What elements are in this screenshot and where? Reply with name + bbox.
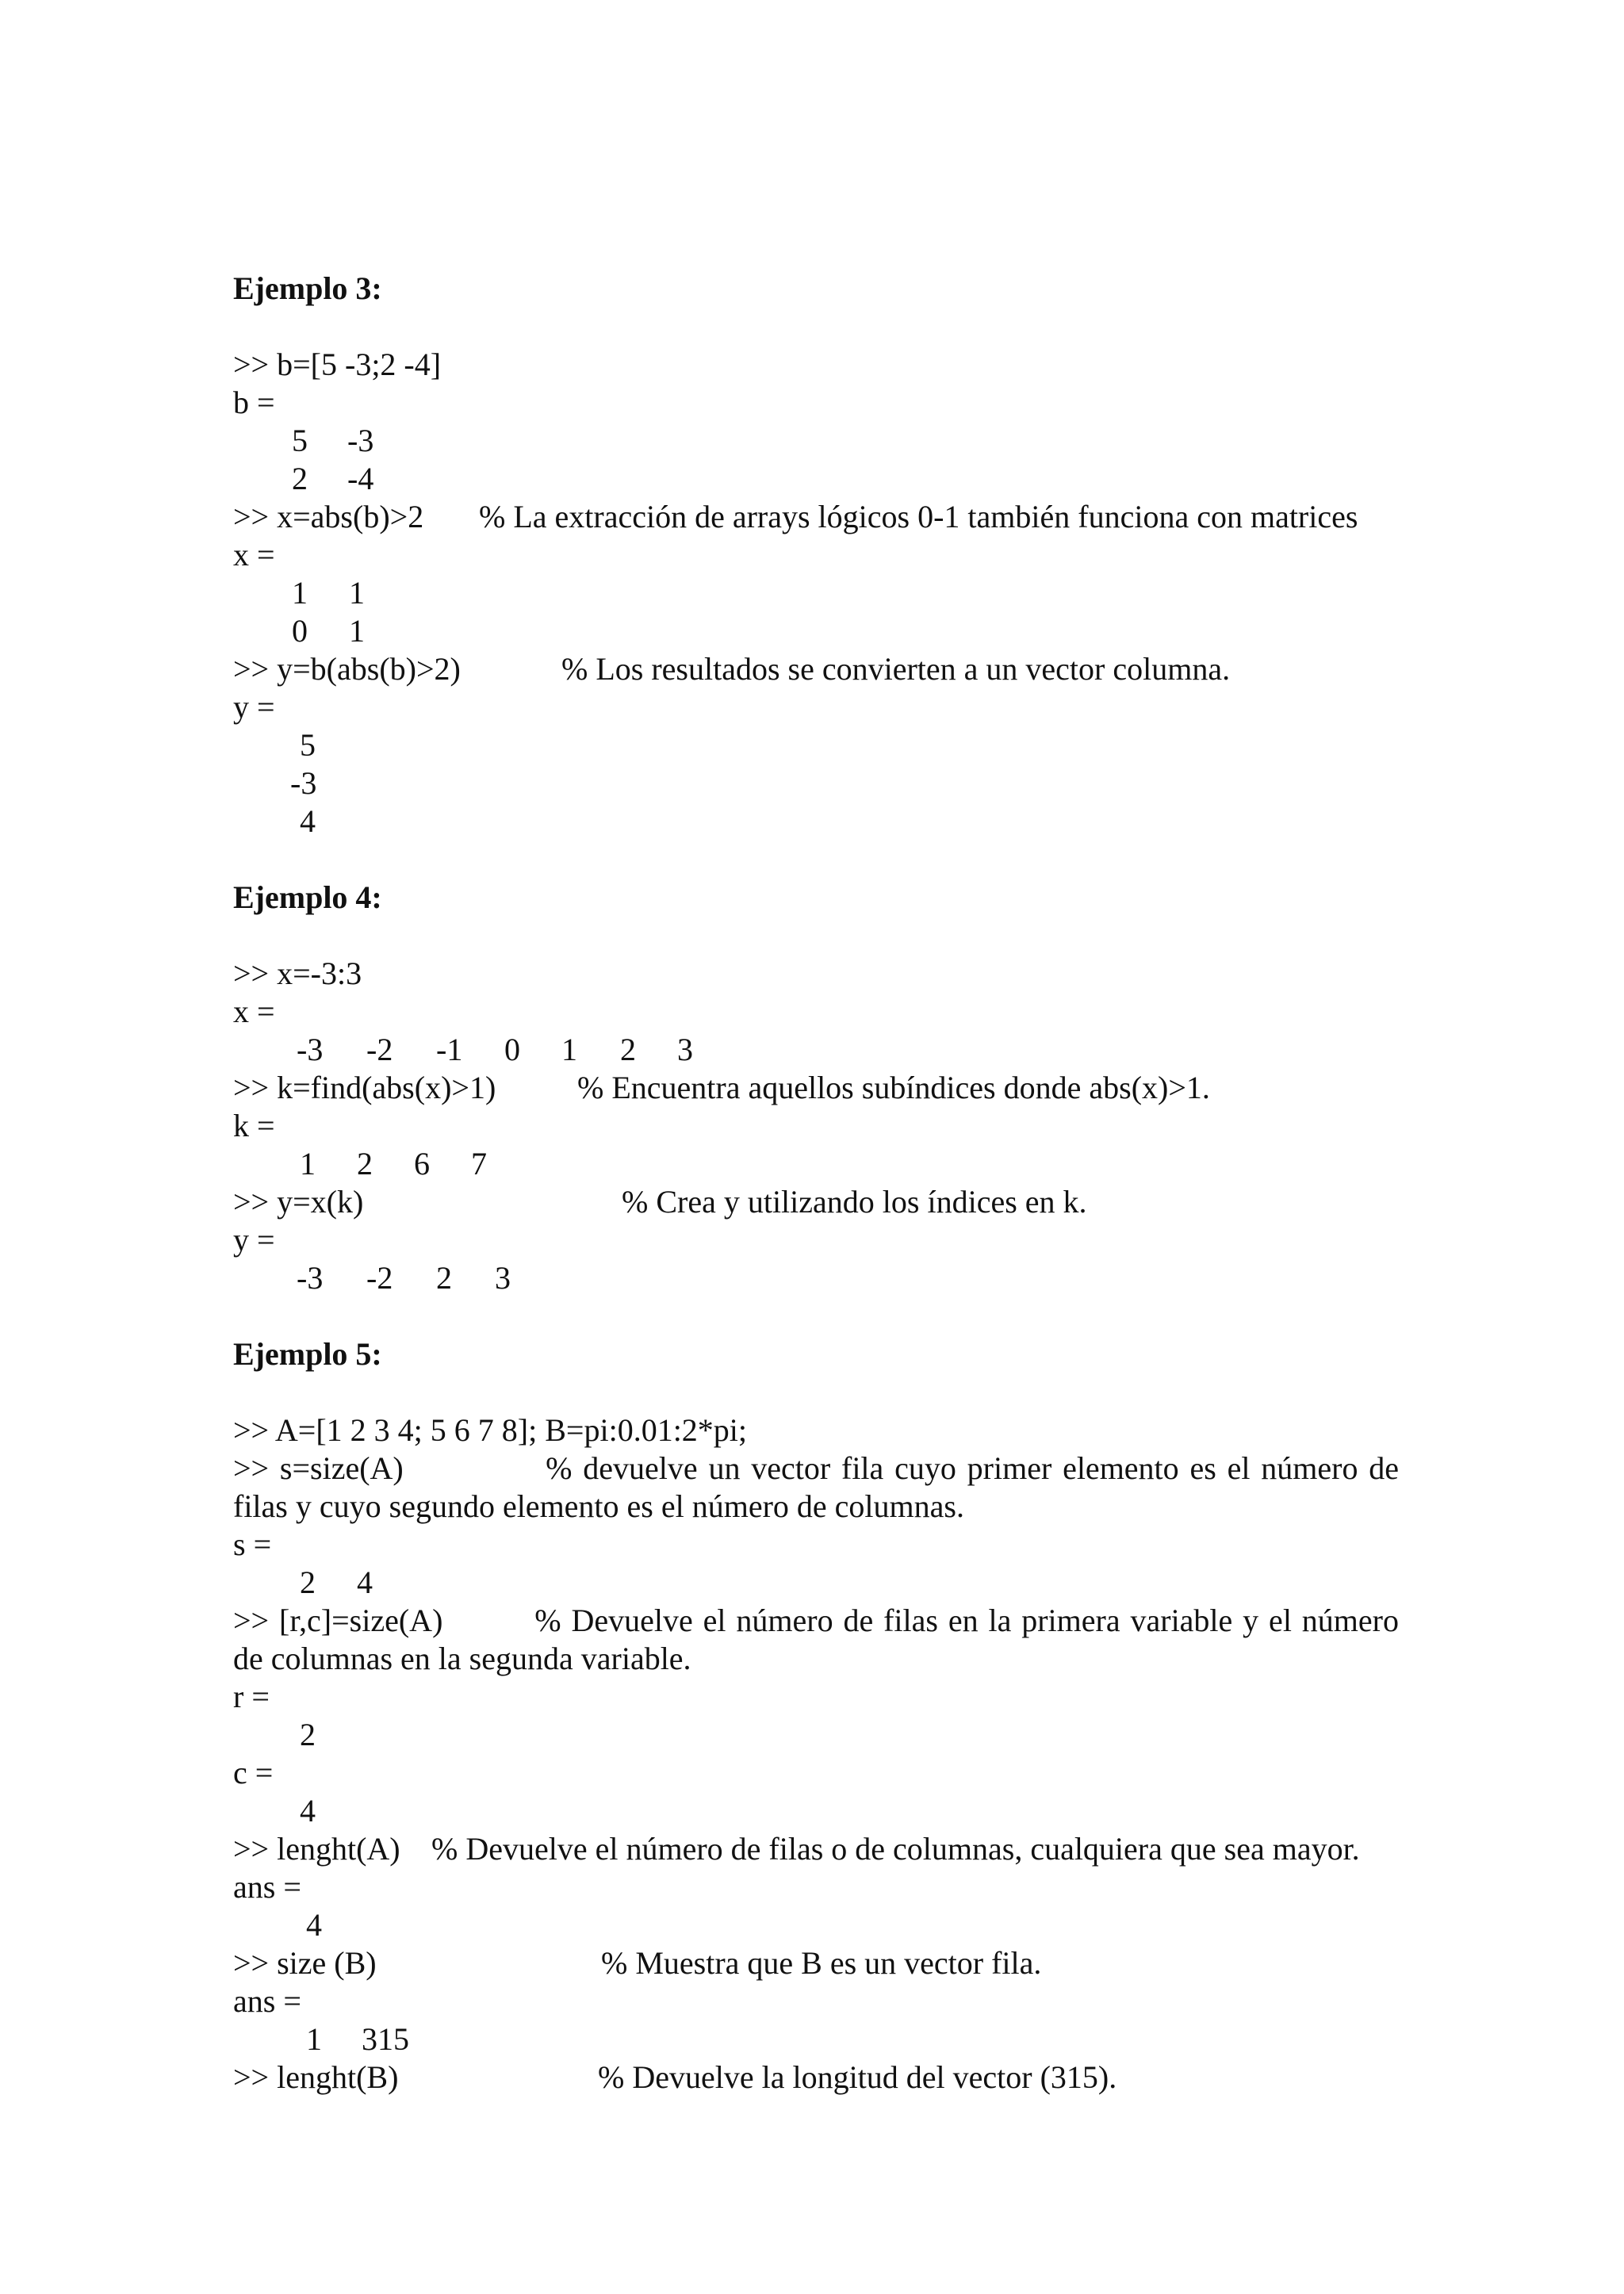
ex5-s-label: s = (233, 1526, 272, 1562)
ex4-cmd2-comment: % Encuentra aquellos subíndices donde abs(x)>1. (577, 1070, 1210, 1105)
ex5-r-value: 2 (300, 1717, 316, 1752)
ex5-cmd3-line1: >> [r,c]=size(A) % Devuelve el número de filas en la primera variable y el número (233, 1603, 1399, 1638)
ex3-cmd3: >> y=b(abs(b)>2) (233, 651, 461, 687)
ex3-title: Ejemplo 3: (233, 270, 382, 306)
ex5-cmd4: >> lenght(A) (233, 1831, 400, 1867)
ex5-cmd3-line2: de columnas en la segunda variable. (233, 1641, 691, 1676)
ex3-y-val3: 4 (300, 803, 316, 839)
document-page: Ejemplo 3: >> b=[5 -3;2 -4] b = 5 -3 2 -4 >> x=abs(b)>2 % La extracción de arrays lógicos 0-1 también funciona con matrices x = 1 1 0 1 >> y=b(abs(b)>2) % Los resultados se convierten a un vector columna. y = 5 -3 4 Ejemplo 4: >> x=-3:3 x = -3 -2 -1 0 1 2 3 >> k=find(abs(x)>1) % Encuentra aquellos subíndices donde abs(x)>1. k = 1 2 6 7 >> y=x(k) % Crea y utilizando los índices en k. y = -3 -2 2 3 Ejemplo 5: >> A=[1 2 3 4; 5 6 7 8]; B=pi:0.01:2*pi; >> s=size(A) % devuelve un vector fila cuyo primer elemento es el número de filas y cuyo segundo elemento es el número de columnas. s = 2 4 >> [r,c]=size(A) % Devuelve el número de filas en la primera variable y el número de columnas en la segunda variable. r = 2 c = 4 >> lenght(A) % Devuelve el número de filas o de columnas, cualquiera que sea mayor. ans = 4 >> size (B) % Muestra que B es un vector fila. ans = 1 315 >> lenght(B) % Devuelve la longitud del vector (315). (233, 270, 1399, 2095)
ex3-x-label: x = (233, 537, 275, 573)
ex4-cmd1: >> x=-3:3 (233, 956, 362, 991)
ex5-cmd1: >> A=[1 2 3 4; 5 6 7 8]; B=pi:0.01:2*pi; (233, 1412, 748, 1448)
ex4-cmd3-comment: % Crea y utilizando los índices en k. (622, 1184, 1087, 1220)
ex5-cmd2-line1: >> s=size(A) % devuelve un vector fila cuyo primer elemento es el número de (233, 1450, 1399, 1486)
ex5-cmd5: >> size (B) (233, 1945, 377, 1981)
ex3-cmd1: >> b=[5 -3;2 -4] (233, 347, 442, 382)
ex5-cmd4-comment: % Devuelve el número de filas o de columnas, cualquiera que sea mayor. (431, 1831, 1360, 1867)
ex4-cmd3: >> y=x(k) (233, 1184, 364, 1220)
ex3-cmd2: >> x=abs(b)>2 (233, 499, 424, 534)
ex5-r-label: r = (233, 1679, 270, 1714)
ex4-k-label: k = (233, 1108, 275, 1143)
ex5-ans1-value: 4 (306, 1907, 322, 1943)
ex5-cmd5-comment: % Muestra que B es un vector fila. (601, 1945, 1042, 1981)
ex5-ans1-label: ans = (233, 1869, 301, 1905)
ex3-cmd3-comment: % Los resultados se convierten a un vector columna. (561, 651, 1231, 687)
ex5-cmd6: >> lenght(B) (233, 2059, 399, 2095)
ex5-c-value: 4 (300, 1793, 316, 1829)
ex4-title: Ejemplo 4: (233, 879, 382, 915)
ex3-y-val2: -3 (290, 765, 317, 801)
ex5-ans2-label: ans = (233, 1983, 301, 2019)
ex5-cmd6-comment: % Devuelve la longitud del vector (315). (598, 2059, 1117, 2095)
ex3-y-val1: 5 (300, 727, 316, 763)
ex3-y-label: y = (233, 689, 275, 725)
ex5-cmd2-line2: filas y cuyo segundo elemento es el número de columnas. (233, 1488, 964, 1524)
ex5-c-label: c = (233, 1755, 274, 1790)
ex4-y-label: y = (233, 1222, 275, 1258)
ex4-cmd2: >> k=find(abs(x)>1) (233, 1070, 496, 1105)
ex3-cmd2-comment: % La extracción de arrays lógicos 0-1 también funciona con matrices (479, 499, 1358, 534)
ex4-x-label: x = (233, 994, 275, 1029)
ex3-b-label: b = (233, 385, 275, 420)
ex5-title: Ejemplo 5: (233, 1336, 382, 1372)
